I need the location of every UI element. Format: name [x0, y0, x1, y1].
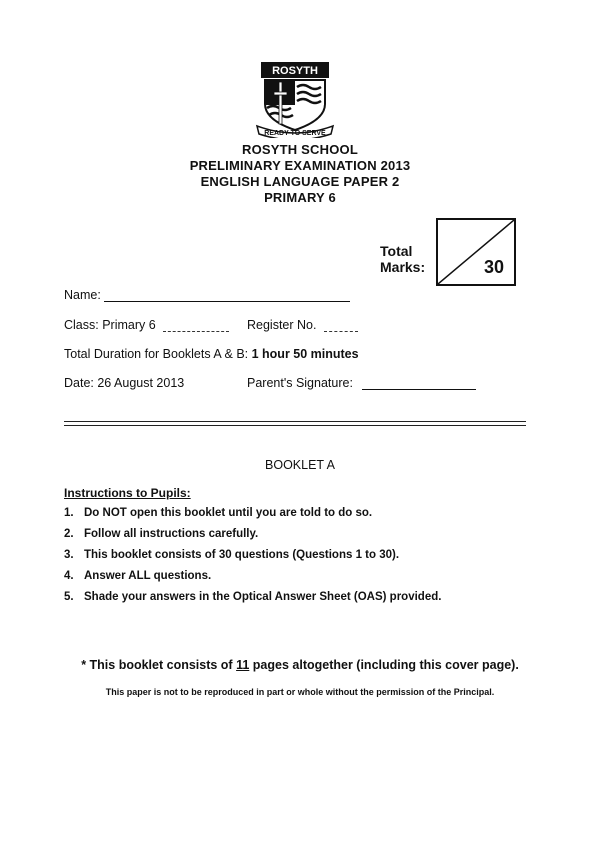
svg-text:ROSYTH: ROSYTH	[272, 65, 318, 77]
total-marks-label-line1: Total	[380, 243, 413, 259]
instruction-number: 5.	[64, 591, 74, 603]
name-field	[64, 288, 350, 302]
instruction-item	[64, 506, 441, 527]
page-count-note	[0, 658, 600, 672]
signature-label: Parent's Signature:	[247, 376, 353, 390]
date-field: Date: 26 August 2013	[64, 376, 185, 390]
copyright-notice: This paper is not to be reproduced in part or whole without the permission of the Principal.	[105, 687, 495, 697]
instruction-text: Answer ALL questions.	[84, 570, 212, 582]
instruction-text: This booklet consists of 30 questions (Questions 1 to 30).	[84, 549, 400, 561]
instruction-item	[64, 569, 441, 590]
duration-field	[64, 347, 359, 361]
booklet-title: BOOKLET A	[265, 458, 335, 472]
register-input-line[interactable]	[324, 319, 358, 332]
instruction-number: 2.	[64, 528, 74, 540]
duration-value: 1 hour 50 minutes	[251, 347, 359, 361]
instruction-text: Shade your answers in the Optical Answer Sheet (OAS) provided.	[84, 591, 442, 603]
class-input-line[interactable]	[163, 319, 229, 332]
instructions-list	[64, 506, 441, 611]
instruction-item	[64, 548, 441, 569]
instruction-text: Follow all instructions carefully.	[84, 528, 259, 540]
note-suffix: pages altogether (including this cover page).	[252, 658, 519, 672]
school-crest-logo	[255, 60, 335, 138]
separator-line-bottom	[64, 425, 526, 426]
register-label: Register No.	[247, 318, 317, 332]
total-marks-box	[436, 218, 516, 286]
name-input-line[interactable]	[104, 289, 350, 302]
svg-text:READY TO SERVE: READY TO SERVE	[264, 130, 326, 137]
instruction-item	[64, 527, 441, 548]
exam-title: PRELIMINARY EXAMINATION 2013	[189, 158, 411, 173]
instruction-number: 4.	[64, 570, 74, 582]
total-marks-label	[380, 243, 425, 275]
instruction-number: 1.	[64, 507, 74, 519]
name-label: Name:	[64, 288, 101, 302]
separator-line-top	[64, 421, 526, 422]
school-name: ROSYTH SCHOOL	[242, 142, 358, 157]
instruction-item	[64, 590, 441, 611]
level-title: PRIMARY 6	[264, 190, 336, 205]
class-field	[64, 318, 229, 332]
total-marks-label-line2: Marks:	[380, 259, 426, 275]
duration-label: Total Duration for Booklets A & B:	[64, 347, 249, 361]
paper-title: ENGLISH LANGUAGE PAPER 2	[200, 174, 400, 189]
instruction-text: Do NOT open this booklet until you are told to do so.	[84, 507, 373, 519]
total-marks-value: 30	[483, 257, 504, 277]
class-label: Class: Primary 6	[64, 318, 156, 332]
signature-field	[247, 376, 476, 390]
instruction-number: 3.	[64, 549, 74, 561]
note-prefix: * This booklet consists of	[81, 658, 233, 672]
signature-input-line[interactable]	[362, 377, 476, 390]
register-field	[247, 318, 358, 332]
instructions-title: Instructions to Pupils:	[64, 486, 191, 500]
note-page-count: 11	[236, 658, 250, 672]
